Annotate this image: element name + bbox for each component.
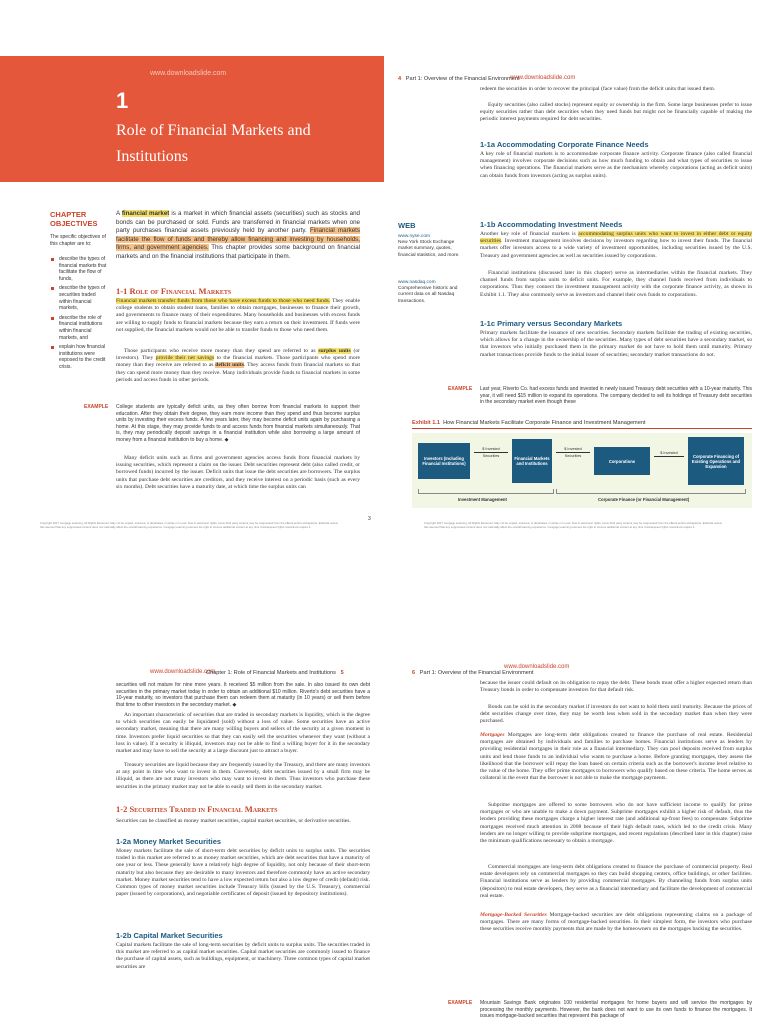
page-6 [384, 650, 768, 1024]
label-corporate-finance: Corporate Finance (or Financial Management) [598, 497, 690, 502]
web-note [398, 280, 468, 305]
section-heading: 1-2 Securities Traded in Financial Markets [116, 804, 278, 814]
label-investment-management: Investment Management [458, 497, 507, 502]
key-term: surplus units [318, 348, 351, 354]
running-head [398, 76, 520, 82]
highlighted-text: provide their net savings [155, 355, 215, 362]
page-4 [384, 0, 768, 540]
watermark: www.downloadslide.com [510, 75, 576, 81]
diagram-arrow [474, 447, 508, 458]
example-text: Last year, Riverto Co. had excess funds and invested in newly issued Treasury debt securities with a 10-year maturity. This year, it will need $15 million to expand its operations. The company decided to sell its holdings of Treasury debt securities in the secondary market even though these [480, 386, 752, 406]
key-term: deficit units [215, 362, 244, 369]
section-heading: 1-1 Role of Financial Markets [116, 286, 232, 296]
chapter-banner [0, 56, 384, 182]
web-note [398, 234, 468, 259]
text-run: . They access funds from financial markets so that they can spend more money than they receive. Many individuals provide funds to financial markets in some periods and access funds in other periods. [116, 362, 361, 383]
web-link[interactable]: www.nyse.com [398, 234, 430, 239]
page-number: 4 [398, 76, 402, 82]
chapter-number: 1 [116, 88, 129, 113]
diagram-arrow [654, 451, 684, 458]
highlighted-text: Financial markets facilitate the flow of funds and thereby allow financing and investing by households, firms, and government agencies. [116, 227, 360, 252]
body-paragraph: because the issuer could default on its obligation to repay the debt. These bonds must offer a higher expected return than Treasury bonds in order to compensate investors for that default risk. [480, 680, 752, 694]
arrow-label: $ Invested [564, 447, 582, 451]
arrow-label: Securities [482, 454, 500, 458]
chapter-title: Role of Financial Markets and Institutions [116, 122, 311, 165]
running-head-text: Part 1: Overview of the Financial Environment [419, 670, 534, 676]
running-head-text: Chapter 1: Role of Financial Markets and Institutions [206, 670, 336, 676]
text-run: A [116, 210, 122, 217]
text-run: is a market in which financial assets (securities) such as stocks and bonds can be purchased or sold. Funds are transferred in financial markets when one party purchases financial assets previously held by another party. [116, 210, 360, 235]
body-paragraph: Capital markets facilitate the sale of long-term securities by deficit units to surplus units. The securities traded in this market are referred to as capital market securities. Capital market securities are commonly issued to finance the purchase of capital assets, such as buildings, equipment, or machinery. Three common types of capital market securities are [116, 942, 370, 970]
web-desc: New York Stock Exchange market summary, quotes, financial statistics, and more. [398, 240, 460, 258]
exhibit-1-1 [412, 420, 752, 508]
diagram-box-financing: Corporate Financing of Existing Operations and Expansion [688, 437, 744, 485]
intro-paragraph [116, 210, 360, 262]
objectives-intro: The specific objectives of this chapter are to: [50, 234, 106, 247]
body-paragraph: Subprime mortgages are offered to some borrowers who do not have sufficient income to qualify for prime mortgages or who are unable to make a down payment. Subprime mortgages exhibit a higher risk of default, thus the lenders providing these mortgages charge a higher interest rate (and additional up-front fees) to compensate. Subprime mortgages received much attention in 2008 because of their high default rates, which led to the credit crisis. Many lenders are no longer willing to provide subprime mortgages, and recent regulations (described later in this chapter) raise the minimum qualifications necessary to obtain a mortgage. [480, 802, 752, 845]
body-paragraph: An important characteristic of securities that are traded in secondary markets is liquidity, which is the degree to which securities can easily be liquidated (sold) without a loss of value. Some securities have an active secondary market, meaning that there are many willing buyers and sellers of the security at a given moment in time. Investors prefer liquid securities so that they can easily sell the securities whenever they want (without a loss in value). If a security is illiquid, investors may not be able to find a willing buyer for it in the secondary market and may have to sell the security at a large discount just to attract a buyer. [116, 712, 370, 755]
arrow-label: $ Invested [660, 451, 678, 455]
objectives-list [50, 256, 108, 374]
exhibit-title [412, 420, 752, 429]
example-tag: EXAMPLE [448, 1000, 473, 1006]
text-run: Those participants who receive more money than they spend are referred to as [124, 348, 319, 354]
body-paragraph: A key role of financial markets is to accommodate corporate finance activity. Corporate finance (also called financial management) involves corporate decisions such as how much funding to obtain and what types of securities to issue when financing operations. The financial markets serve as the mechanism whereby corporations (acting as deficit units) can obtain funds from investors (acting as surplus units). [480, 151, 752, 179]
subsection-heading: 1-1c Primary versus Secondary Markets [480, 319, 623, 328]
web-tag: WEB [398, 221, 416, 230]
watermark: www.downloadslide.com [150, 669, 216, 675]
subsection-heading: 1-2b Capital Market Securities [116, 931, 223, 940]
text-run: to the financial markets. Those participants who spend more money than they receive are referred to as [116, 355, 360, 369]
objectives-heading: CHAPTER OBJECTIVES [50, 210, 98, 228]
body-paragraph: Money markets facilitate the sale of short-term debt securities by deficit units to surplus units. The securities traded in this market are referred to as money market securities, which are debt securities that have a maturity of one year or less. These generally have a relatively high degree of liquidity, not only because of their short-term maturity but also because they are desirable to many investors and therefore commonly have an active secondary market. Money market securities tend to have a low expected return but also a low degree of credit (default) risk. Common types of money market securities include Treasury bills (issued by the U.S. Treasury), commercial paper (issued by corporations), and negotiable certificates of deposit (issued by depository institutions). [116, 848, 370, 898]
text-run: (or investors). They [116, 348, 360, 362]
body-paragraph: Primary markets facilitate the issuance of new securities. Secondary markets facilitate the trading of existing securities, which allows for a change in the ownership of the securities. Many types of debt securities have a secondary market, so that investors who initially purchased them in the primary market do not have to hold them until maturity. Primary market transactions provide funds to the initial issuer of securities; secondary market transactions do not. [480, 330, 752, 358]
body-paragraph: Commercial mortgages are long-term debt obligations created to finance the purchase of commercial property. Real estate developers rely on commercial mortgages so they can build shopping centers, office buildings, or other facilities. Financial institutions serve as lenders by providing commercial mortgages. By channeling funds from surplus units (depositors) to real estate developers, they serve as a financial intermediary and facilitate the development of commercial real estate. [480, 864, 752, 899]
text-run: Mortgages are long-term debt obligations created to finance the purchase of real estate. Residential mortgages are obtained by individuals and families to purchase homes. Financial institutions serve as lenders by providing residential mortgages in their role as a financial intermediary. They can pool deposits received from surplus units and lend those funds to an individual who wants to purchase a home. Before granting mortgages, they assess the likelihood that the borrower will repay the loan based on certain criteria such as the borrower's income level relative to the value of the home. They offer prime mortgages to borrowers who qualify based on these criteria. The home serves as collateral in the event that the borrower is not able to make the mortgage payments. [480, 732, 752, 782]
body-paragraph: Bonds can be sold in the secondary market if investors do not want to hold them until maturity. Because the prices of debt securities change over time, they may be worth less when sold in the secondary market than when they were purchased. [480, 704, 752, 725]
running-head [412, 670, 534, 676]
page-3 [0, 0, 384, 540]
body-paragraph: redeem the securities in order to recover the principal (face value) from the deficit units that issued them. [480, 86, 716, 92]
page-5 [0, 650, 384, 1024]
body-paragraph: Equity securities (also called stocks) represent equity or ownership in the firm. Some large businesses prefer to issue equity securities rather than debt securities when they need funds but might not be financially capable of making the periodic interest payments required for debt securities. [480, 102, 752, 123]
body-paragraph: Financial institutions (discussed later in this chapter) serve as intermediaries within the financial markets. They channel funds from surplus units to deficit units. For example, they channel funds received from individuals to corporations. Thus they connect the investment management activity with the corporate finance activity, as shown in Exhibit 1.1. They also commonly serve as investors and channel their own funds to corporations. [480, 270, 752, 298]
page-number: 5 [340, 670, 344, 676]
run-in-heading: Mortgages [480, 732, 505, 738]
key-term: financial market [121, 210, 170, 217]
body-paragraph [480, 231, 752, 260]
highlighted-text: accommodating surplus units who want to invest in either debt or equity securities [480, 231, 752, 245]
highlighted-text: Financial markets transfer funds from those who have excess funds to those who need funds. [116, 298, 331, 304]
example-tag: EXAMPLE [448, 386, 473, 392]
example-text: Mountain Savings Bank originates 100 residential mortgages for home buyers and will service the mortgages by processing the monthly payments. However, the bank does not want to use its own funds to finance the mortgages. It issues mortgage-backed securities that represent this package of [480, 1000, 752, 1020]
example-text: College students are typically deficit units, as they often borrow from financial markets to support their education. After they obtain their degree, they earn more income than they spend and thus become surplus units by investing their excess funds. A few years later, they may become deficit units again by purchasing a home. At this stage, they may provide funds to and access funds from financial markets simultaneously. That is, they may periodically deposit savings in a financial institution while also borrowing a large amount of money from a financial institution to buy a home. ◆ [116, 404, 360, 443]
text-run: Another key role of financial markets is [480, 231, 579, 237]
watermark: www.downloadslide.com [150, 70, 227, 77]
subsection-heading: 1-1b Accommodating Investment Needs [480, 220, 623, 229]
objective-item: explain how financial institutions were exposed to the credit crisis. [50, 344, 108, 370]
section-paragraph [116, 348, 360, 384]
objective-item: describe the role of financial institutions within financial markets, and [50, 315, 108, 341]
objective-item: describe the types of securities traded within financial markets, [50, 285, 108, 311]
running-head-text: Part 1: Overview of the Financial Environment [405, 76, 520, 82]
exhibit-label: Exhibit 1.1 [412, 420, 440, 426]
run-in-heading: Mortgage-Backed Securities [480, 912, 547, 918]
text-run: . Investment management involves decisions by investors regarding how to invest their funds. The financial markets offer investors access to a wide variety of investment opportunities, including securities issued by the U.S. Treasury and government agencies as well as securities issued by corporations. [480, 238, 752, 259]
arrow-label: Securities [564, 454, 582, 458]
flow-diagram [412, 433, 752, 508]
watermark: www.downloadslide.com [504, 664, 570, 670]
diagram-box-corporations: Corporations [594, 447, 650, 475]
copyright-notice: Copyright 2017 Cengage Learning. All Rights Reserved. May not be copied, scanned, or duplicated, in whole or in part. Due to electronic rights, some third party content may be suppressed from the eBook and/or eChapter(s). Editorial review has deemed that any suppressed content does not materially affect the overall learning experience. Cengage Learning reserves the right to remove additional content at any time if subsequent rights restrictions require it. [40, 521, 338, 529]
web-desc: Comprehensive historic and current data on all Nasdaq transactions. [398, 286, 458, 304]
objective-item: describe the types of financial markets that facilitate the flow of funds, [50, 256, 108, 282]
body-paragraph [480, 732, 752, 782]
subsection-heading: 1-1a Accommodating Corporate Finance Needs [480, 140, 649, 149]
text-run: They enable college students to obtain student loans, families to obtain mortgages, businesses to finance their growth, and governments to finance many of their expenditures. Many households and businesses with excess funds are willing to supply funds to financial markets because they earn a return on their investment. If funds were not supplied, the financial markets would not be able to transfer funds to those who need them. [116, 298, 360, 333]
diagram-arrow [556, 447, 590, 458]
section-paragraph [116, 298, 360, 334]
web-link[interactable]: www.nasdaq.com [398, 280, 436, 285]
body-paragraph: Securities can be classified as money market securities, capital market securities, or derivative securities. [116, 818, 351, 824]
bracket [556, 489, 746, 494]
body-paragraph [480, 912, 752, 934]
page-number: 3 [368, 516, 371, 522]
diagram-box-markets: Financial Markets and Institutions [512, 439, 552, 483]
example-tag: EXAMPLE [84, 404, 109, 410]
page-number: 6 [412, 670, 416, 676]
example-text: securities will not mature for nine more years. It received $5 million from the sale. In also issued its own debt securities in the primary market today in order to obtain an additional $10 million. Riverto's debt securities have a 10-year maturity, so investors that purchase them can redeem them at maturity (in 10 years) or sell them before that time to other investors in the secondary market. ◆ [116, 682, 370, 708]
text-run: Mortgage-backed securities are debt obligations representing claims on a package of mortgages. There are many forms of mortgage-backed securities. In their simplest form, the investors who purchase these securities receive monthly payments that are made by the homeowners on the mortgages backing the securities. [480, 912, 752, 933]
body-paragraph: Treasury securities are liquid because they are frequently issued by the Treasury, and there are many investors at any point in time who want to invest in them. Conversely, debt securities issued by a small firm may be illiquid, as there are not many investors who may want to invest in them. Thus investors who purchase these securities in the primary market may not be able to easily sell them in the secondary market. [116, 762, 370, 790]
text-run: This chapter provides some background on financial markets and on the financial institutions that participate in them. [116, 244, 361, 260]
arrow-label: $ Invested [482, 447, 500, 451]
copyright-notice: Copyright 2017 Cengage Learning. All Rights Reserved. May not be copied, scanned, or duplicated, in whole or in part. Due to electronic rights, some third party content may be suppressed from the eBook and/or eChapter(s). Editorial review has deemed that any suppressed content does not materially affect the overall learning experience. Cengage Learning reserves the right to remove additional content at any time if subsequent rights restrictions require it. [424, 521, 722, 529]
subsection-heading: 1-2a Money Market Securities [116, 837, 222, 846]
bracket [418, 489, 554, 494]
section-paragraph: Many deficit units such as firms and government agencies access funds from financial markets by issuing securities, which represent a claim on the issuer. Debt securities represent debt (also called credit, or borrowed funds) incurred by the issuer. Deficit units that issue the debt securities are borrowers. The surplus units that purchase debt securities are creditors, and they receive interest on a periodic basis (such as every six months). Debt securities have a maturity date, at which time the surplus units can [116, 455, 360, 490]
running-head [206, 670, 344, 676]
exhibit-caption: How Financial Markets Facilitate Corporate Finance and Investment Management [443, 420, 646, 426]
diagram-box-investors: Investors (Including Financial Institutions) [418, 443, 470, 479]
